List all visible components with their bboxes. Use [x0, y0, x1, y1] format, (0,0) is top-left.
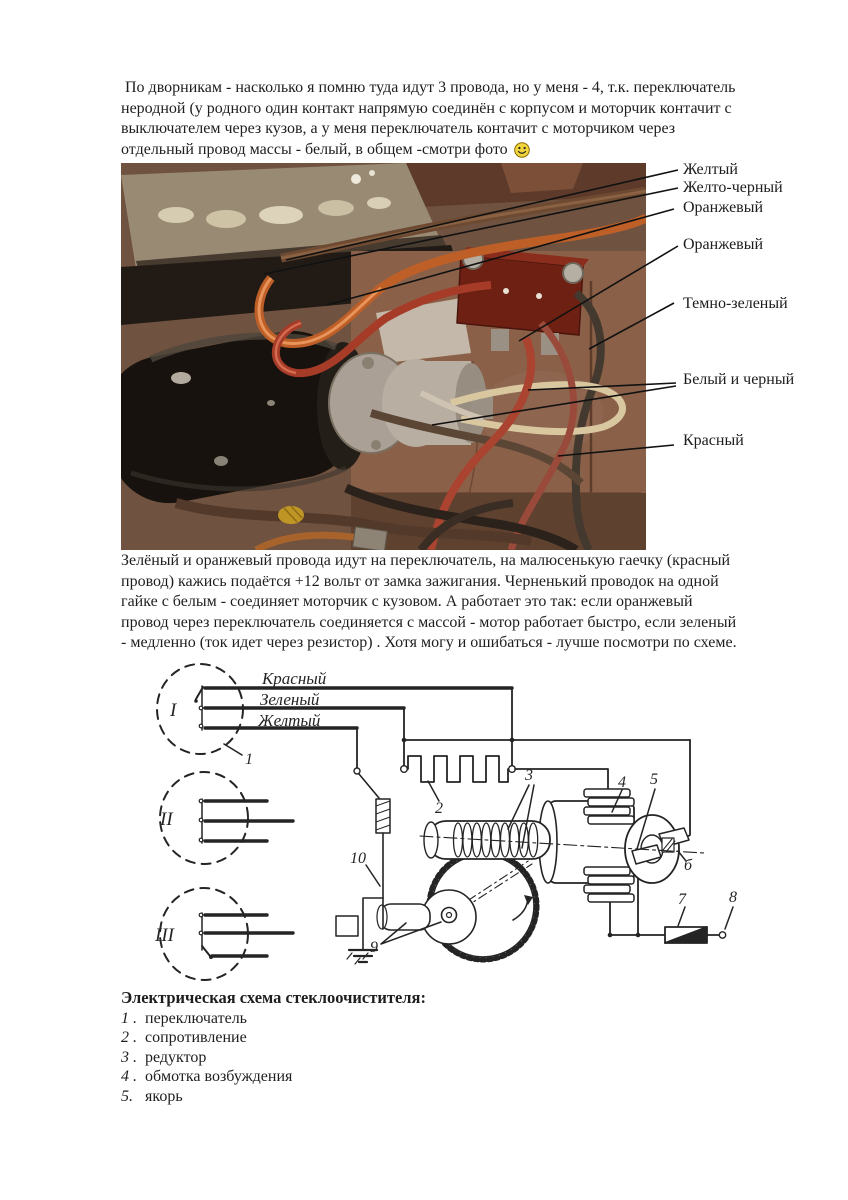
legend-item-label: обмотка возбуждения: [145, 1068, 293, 1086]
middle-line: Зелёный и оранжевый провода идут на переключатель, на малюсенькую гаечку (красный: [121, 552, 730, 569]
legend-item: [121, 1009, 426, 1028]
wire-label-white-and-black: Белый и черный: [683, 371, 795, 388]
legend-item-label: переключатель: [145, 1010, 247, 1027]
intro-line: выключателем через кузов, а у меня переключатель контачит с моторчиком через: [121, 120, 676, 137]
legend-item: [121, 1028, 426, 1047]
switch-position-3: [160, 888, 293, 980]
legend-item: [121, 1087, 426, 1106]
diagram-label-yellow-wire: Желтый: [258, 711, 321, 730]
legend-item: [121, 1048, 426, 1067]
wire-label-orange-1: Оранжевый: [683, 199, 764, 216]
intro-line: [121, 140, 735, 161]
legend-item-number: 4 .: [121, 1068, 137, 1086]
wire-label-red: Красный: [683, 432, 744, 449]
diagram-number-10: 10: [350, 850, 366, 867]
diagram-legend: [121, 987, 426, 1106]
diagram-roman-2: II: [160, 809, 173, 830]
diagram-label-green-wire: Зеленый: [260, 690, 320, 709]
intro-line: По дворникам - насколько я помню туда идут 3 провода, но у меня - 4, т.к. переключатель: [121, 79, 736, 96]
legend-item-number: 5.: [121, 1087, 133, 1105]
intro-line: неродной (у родного один контакт напрямую соединён с корпусом и моторчик контачит с: [121, 99, 732, 117]
diagram-number-9: 9: [370, 939, 378, 956]
middle-line: гайке с белым - соединяет моторчик с кузовом. А работает это так: если оранжевый: [121, 593, 693, 610]
photo-image: [121, 163, 646, 550]
diagram-number-4: 4: [618, 774, 626, 791]
gear-reducer: [377, 850, 545, 960]
legend-item-label: якорь: [145, 1087, 183, 1105]
legend-item-number: 2 .: [121, 1029, 137, 1047]
wiper-circuit-diagram: [130, 655, 848, 1015]
diagram-roman-3: III: [155, 925, 174, 946]
middle-line: провод) кажись подаётся +12 вольт от замка зажигания. Черненький проводок на одной: [121, 572, 719, 590]
diagram-number-2: 2: [435, 800, 443, 817]
legend-item-label: сопротивление: [145, 1029, 247, 1047]
intro-paragraph: [121, 78, 735, 160]
legend-item: [121, 1067, 426, 1086]
diagram-number-5: 5: [650, 771, 658, 788]
wire-label-yellow-black: Желто-черный: [683, 179, 783, 196]
legend-item-number: 3 .: [121, 1048, 137, 1066]
middle-line: провод через переключатель соединяется с массой - мотор работает быстро, если зеленый: [121, 613, 737, 631]
wiper-motor-photo: [121, 163, 848, 550]
diagram-number-7: 7: [678, 891, 686, 908]
middle-line: - медленно (ток идет через резистор) . Хотя могу и ошибаться - лучше посмотри по схеме.: [121, 634, 737, 651]
legend-item-label: редуктор: [145, 1048, 207, 1066]
wire-label-dark-green: Темно-зеленый: [683, 295, 788, 312]
diagram-number-3: 3: [525, 767, 533, 784]
diagram-label-red-wire: Красный: [262, 669, 327, 688]
diagram-roman-1: I: [170, 700, 177, 721]
parking-contact: [336, 774, 390, 964]
switch-position-1: [157, 664, 512, 755]
wire-label-yellow: Желтый: [683, 161, 738, 178]
legend-title: Электрическая схема стеклоочистителя:: [121, 988, 426, 1007]
switch-position-2: [160, 772, 293, 864]
legend-item-number: 1 .: [121, 1010, 137, 1027]
intro-line-text: отдельный провод массы - белый, в общем -смотри фото: [121, 140, 508, 158]
diagram-number-6: б: [684, 857, 693, 874]
wire-label-orange-2: Оранжевый: [683, 236, 764, 253]
diagram-number-1: 1: [245, 751, 253, 768]
middle-paragraph: [121, 551, 737, 654]
diagram-number-8: 8: [729, 889, 737, 906]
smiley-icon: [514, 142, 530, 158]
